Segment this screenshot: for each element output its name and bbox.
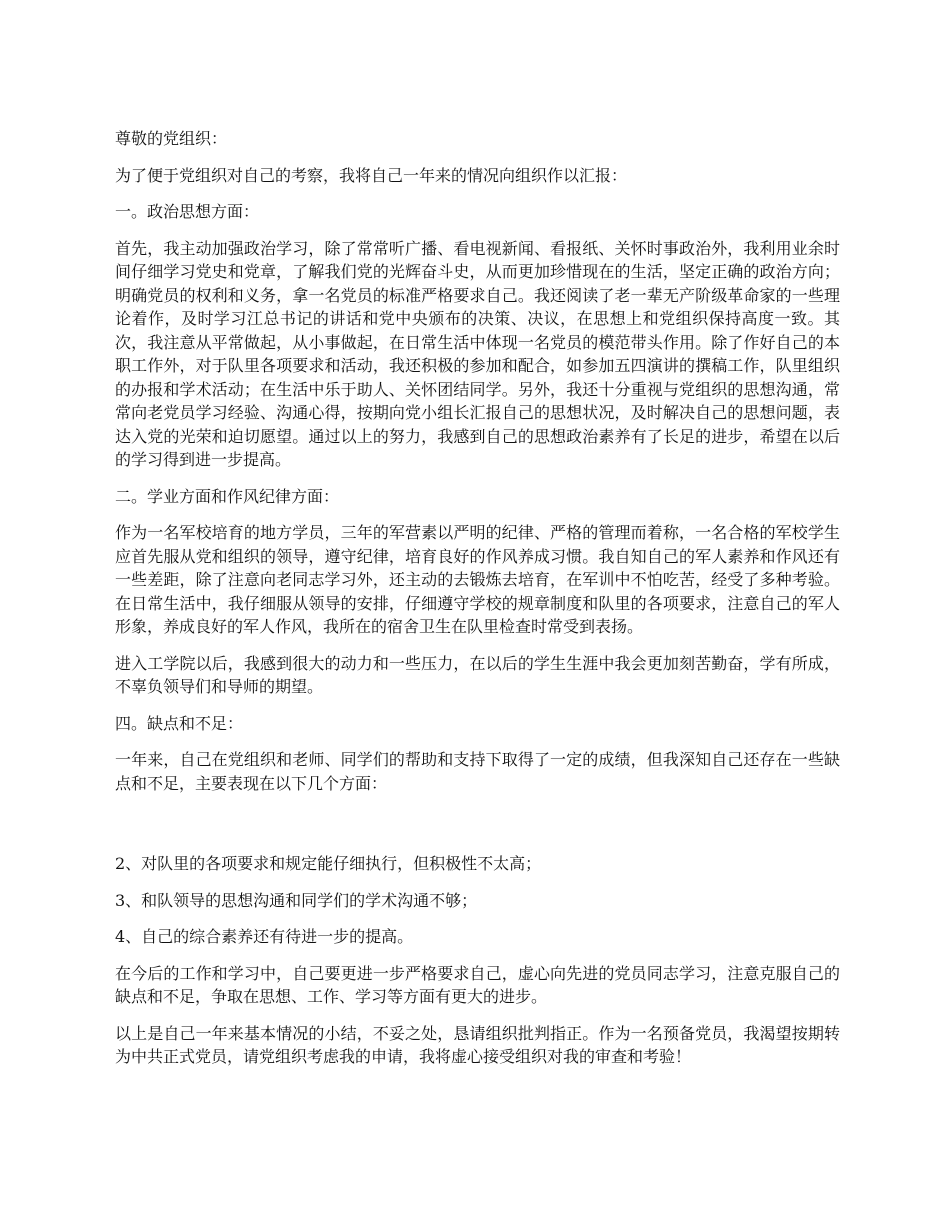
blank-gap [115,808,840,852]
shortcomings-paragraph: 一年来，自己在党组织和老师、同学们的帮助和支持下取得了一定的成绩，但我深知自己还存在一些缺点和不足，主要表现在以下几个方面： [115,750,840,793]
future-paragraph: 在今后的工作和学习中，自己要更进一步严格要求自己，虚心向先进的党员同志学习，注意克服自己的缺点和不足，争取在思想、工作、学习等方面有更大的进步。 [115,963,840,1006]
closing-paragraph: 以上是自己一年来基本情况的小结，不妥之处，恳请组织批判指正。作为一名预备党员，我渴望按期转为中共正式党员，请党组织考虑我的申请，我将虚心接受组织对我的审查和考验！ [115,1023,840,1066]
shortcoming-item: 4、自己的综合素养还有待进一步的提高。 [115,927,414,946]
shortcoming-item: 3、和队领导的思想沟通和同学们的学术沟通不够； [115,890,478,910]
salutation: 尊敬的党组织： [115,129,228,148]
section-heading-academic: 二。学业方面和作风纪律方面： [115,486,340,506]
political-paragraph: 首先，我主动加强政治学习，除了常常听广播、看电视新闻、看报纸、关怀时事政治外，我利用业余时间仔细学习党史和党章，了解我们党的光辉奋斗史，从而更加珍惜现在的生活，坚定正确的政治方向；明确党员的权利和义务，拿一名党员的标准严格要求自己。我还阅读了老一辈无产阶级革命家的一些理论着作，及时学习江总书记的讲话和党中央颁布的决策、决议，在思想上和党组织保持高度一致。其次，我注意从平常做起，从小事做起，在日常生活中体现一名党员的模范带头作用。除了作好自己的本职工作外，对于队里各项要求和活动，我还积极的参加和配合，如参加五四演讲的撰稿工作，队里组织的办报和学术活动；在生活中乐于助人、关怀团结同学。另外，我还十分重视与党组织的思想沟通，常常向老党员学习经验、沟通心得，按期向党小组长汇报自己的思想状况，及时解决自己的思想问题，表达入党的光荣和迫切愿望。通过以上的努力，我感到自己的思想政治素养有了长足的进步，希望在以后的学习得到进一步提高。 [115,238,840,469]
section-heading-political: 一。政治思想方面： [115,202,260,221]
section-heading-shortcomings: 四。缺点和不足： [115,713,244,733]
intro-paragraph: 为了便于党组织对自己的考察，我将自己一年来的情况向组织作以汇报： [115,165,628,185]
academic-paragraph: 作为一名军校培育的地方学员，三年的军营素以严明的纪律、严格的管理而着称，一名合格的军校学生应首先服从党和组织的领导，遵守纪律，培育良好的作风养成习惯。我自知自己的军人素养和作风还有一些差距，除了注意向老同志学习外，还主动的去锻炼去培育，在军训中不怕吃苦，经受了多种考验。在日常生活中，我仔细服从领导的安排，仔细遵守学校的规章制度和队里的各项要求，注意自己的军人形象，养成良好的军人作风，我所在的宿舍卫生在队里检查时常受到表扬。 [115,523,840,636]
engineering-college-paragraph: 进入工学院以后，我感到很大的动力和一些压力，在以后的学生生涯中我会更加刻苦勤奋，学有所成，不辜负领导们和导师的期望。 [115,653,840,696]
shortcoming-item: 2、对队里的各项要求和规定能仔细执行，但积极性不太高； [115,854,542,873]
document-body [115,127,840,1082]
